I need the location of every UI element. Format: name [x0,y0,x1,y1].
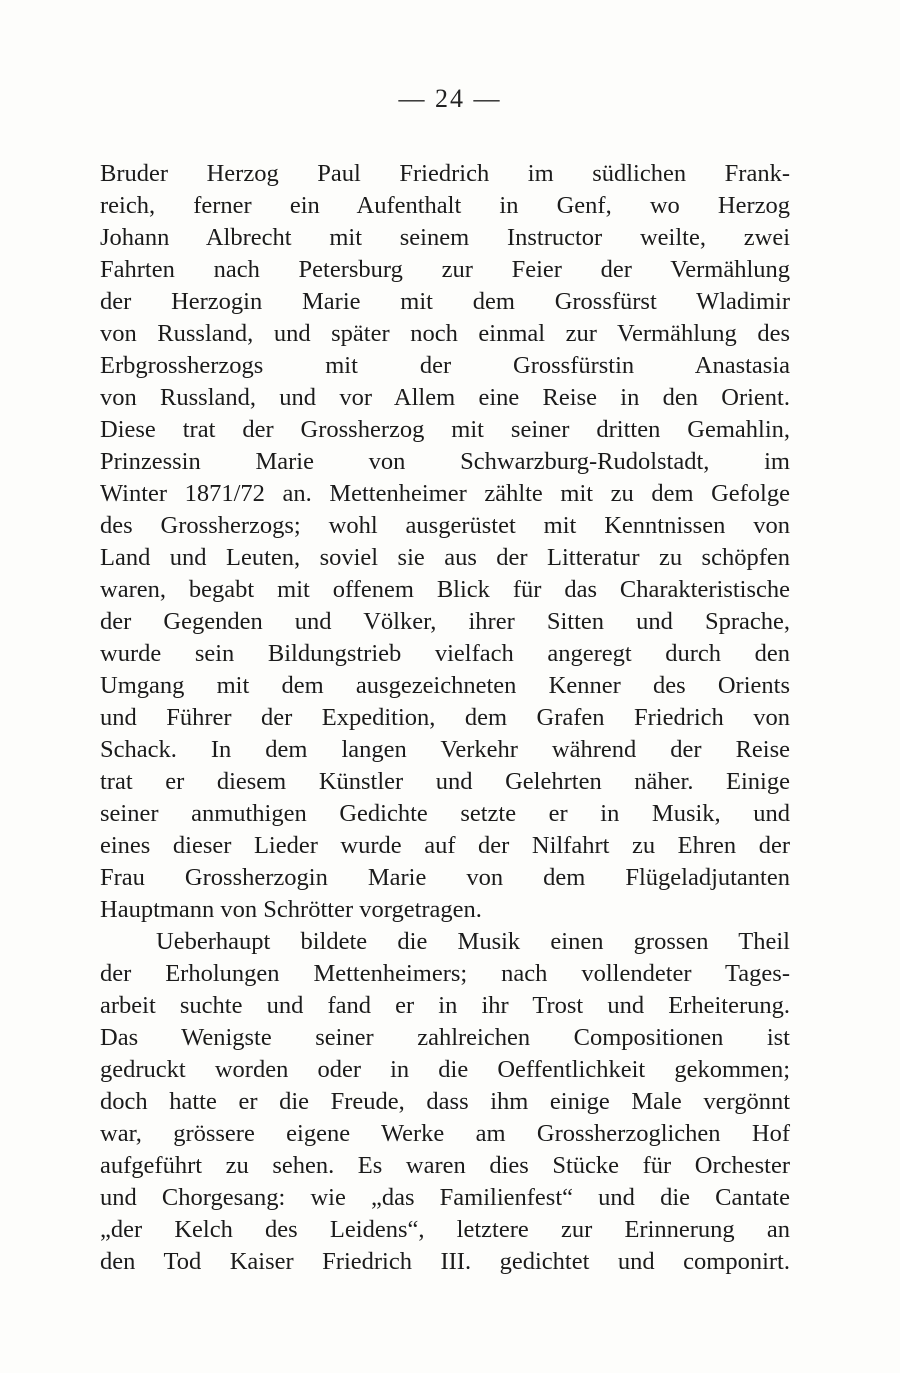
text-line: und Führer der Expedition, dem Grafen Friedrich von [100,704,790,731]
text-line: trat er diesem Künstler und Gelehrten näher. Einige [100,768,790,795]
text-line: von Russland, und später noch einmal zur Vermählung des [100,320,790,347]
text-line: aufgeführt zu sehen. Es waren dies Stücke für Orchester [100,1152,790,1179]
text-line: Das Wenigste seiner zahlreichen Compositionen ist [100,1024,790,1051]
text-line: Umgang mit dem ausgezeichneten Kenner des Orients [100,672,790,699]
text-line: Prinzessin Marie von Schwarzburg-Rudolstadt, im [100,448,790,475]
text-line: wurde sein Bildungstrieb vielfach angeregt durch den [100,640,790,667]
text-line: Ueberhaupt bildete die Musik einen grossen Theil [156,928,790,955]
text-line: doch hatte er die Freude, dass ihm einige Male vergönnt [100,1088,790,1115]
text-line: Land und Leuten, soviel sie aus der Litteratur zu schöpfen [100,544,790,571]
text-line: arbeit suchte und fand er in ihr Trost und Erheiterung. [100,992,790,1019]
text-line: Schack. In dem langen Verkehr während der Reise [100,736,790,763]
text-line: Frau Grossherzogin Marie von dem Flügeladjutanten [100,864,790,891]
text-line: der Erholungen Mettenheimers; nach vollendeter Tages- [100,960,790,987]
text-line: Johann Albrecht mit seinem Instructor weilte, zwei [100,224,790,251]
text-line: reich, ferner ein Aufenthalt in Genf, wo Herzog [100,192,790,219]
text-line: und Chorgesang: wie „das Familienfest“ und die Cantate [100,1184,790,1211]
text-line: den Tod Kaiser Friedrich III. gedichtet und componirt. [100,1248,790,1275]
text-line: Diese trat der Grossherzog mit seiner dritten Gemahlin, [100,416,790,443]
text-line: der Gegenden und Völker, ihrer Sitten und Sprache, [100,608,790,635]
text-line: Winter 1871/72 an. Mettenheimer zählte mit zu dem Gefolge [100,480,790,507]
text-line: Erbgrossherzogs mit der Grossfürstin Anastasia [100,352,790,379]
text-line: seiner anmuthigen Gedichte setzte er in Musik, und [100,800,790,827]
body-text [100,158,790,1278]
text-line: Fahrten nach Petersburg zur Feier der Vermählung [100,256,790,283]
text-line: der Herzogin Marie mit dem Grossfürst Wladimir [100,288,790,315]
text-line: des Grossherzogs; wohl ausgerüstet mit Kenntnissen von [100,512,790,539]
text-line: Hauptmann von Schrötter vorgetragen. [100,896,482,923]
text-line: war, grössere eigene Werke am Grossherzoglichen Hof [100,1120,790,1147]
text-line: von Russland, und vor Allem eine Reise in den Orient. [100,384,790,411]
text-line: „der Kelch des Leidens“, letztere zur Erinnerung an [100,1216,790,1243]
text-line: waren, begabt mit offenem Blick für das Charakteristische [100,576,790,603]
text-line: gedruckt worden oder in die Oeffentlichkeit gekommen; [100,1056,790,1083]
page-number: — 24 — [398,84,502,113]
text-line: eines dieser Lieder wurde auf der Nilfahrt zu Ehren der [100,832,790,859]
text-line: Bruder Herzog Paul Friedrich im südlichen Frank- [100,160,790,187]
